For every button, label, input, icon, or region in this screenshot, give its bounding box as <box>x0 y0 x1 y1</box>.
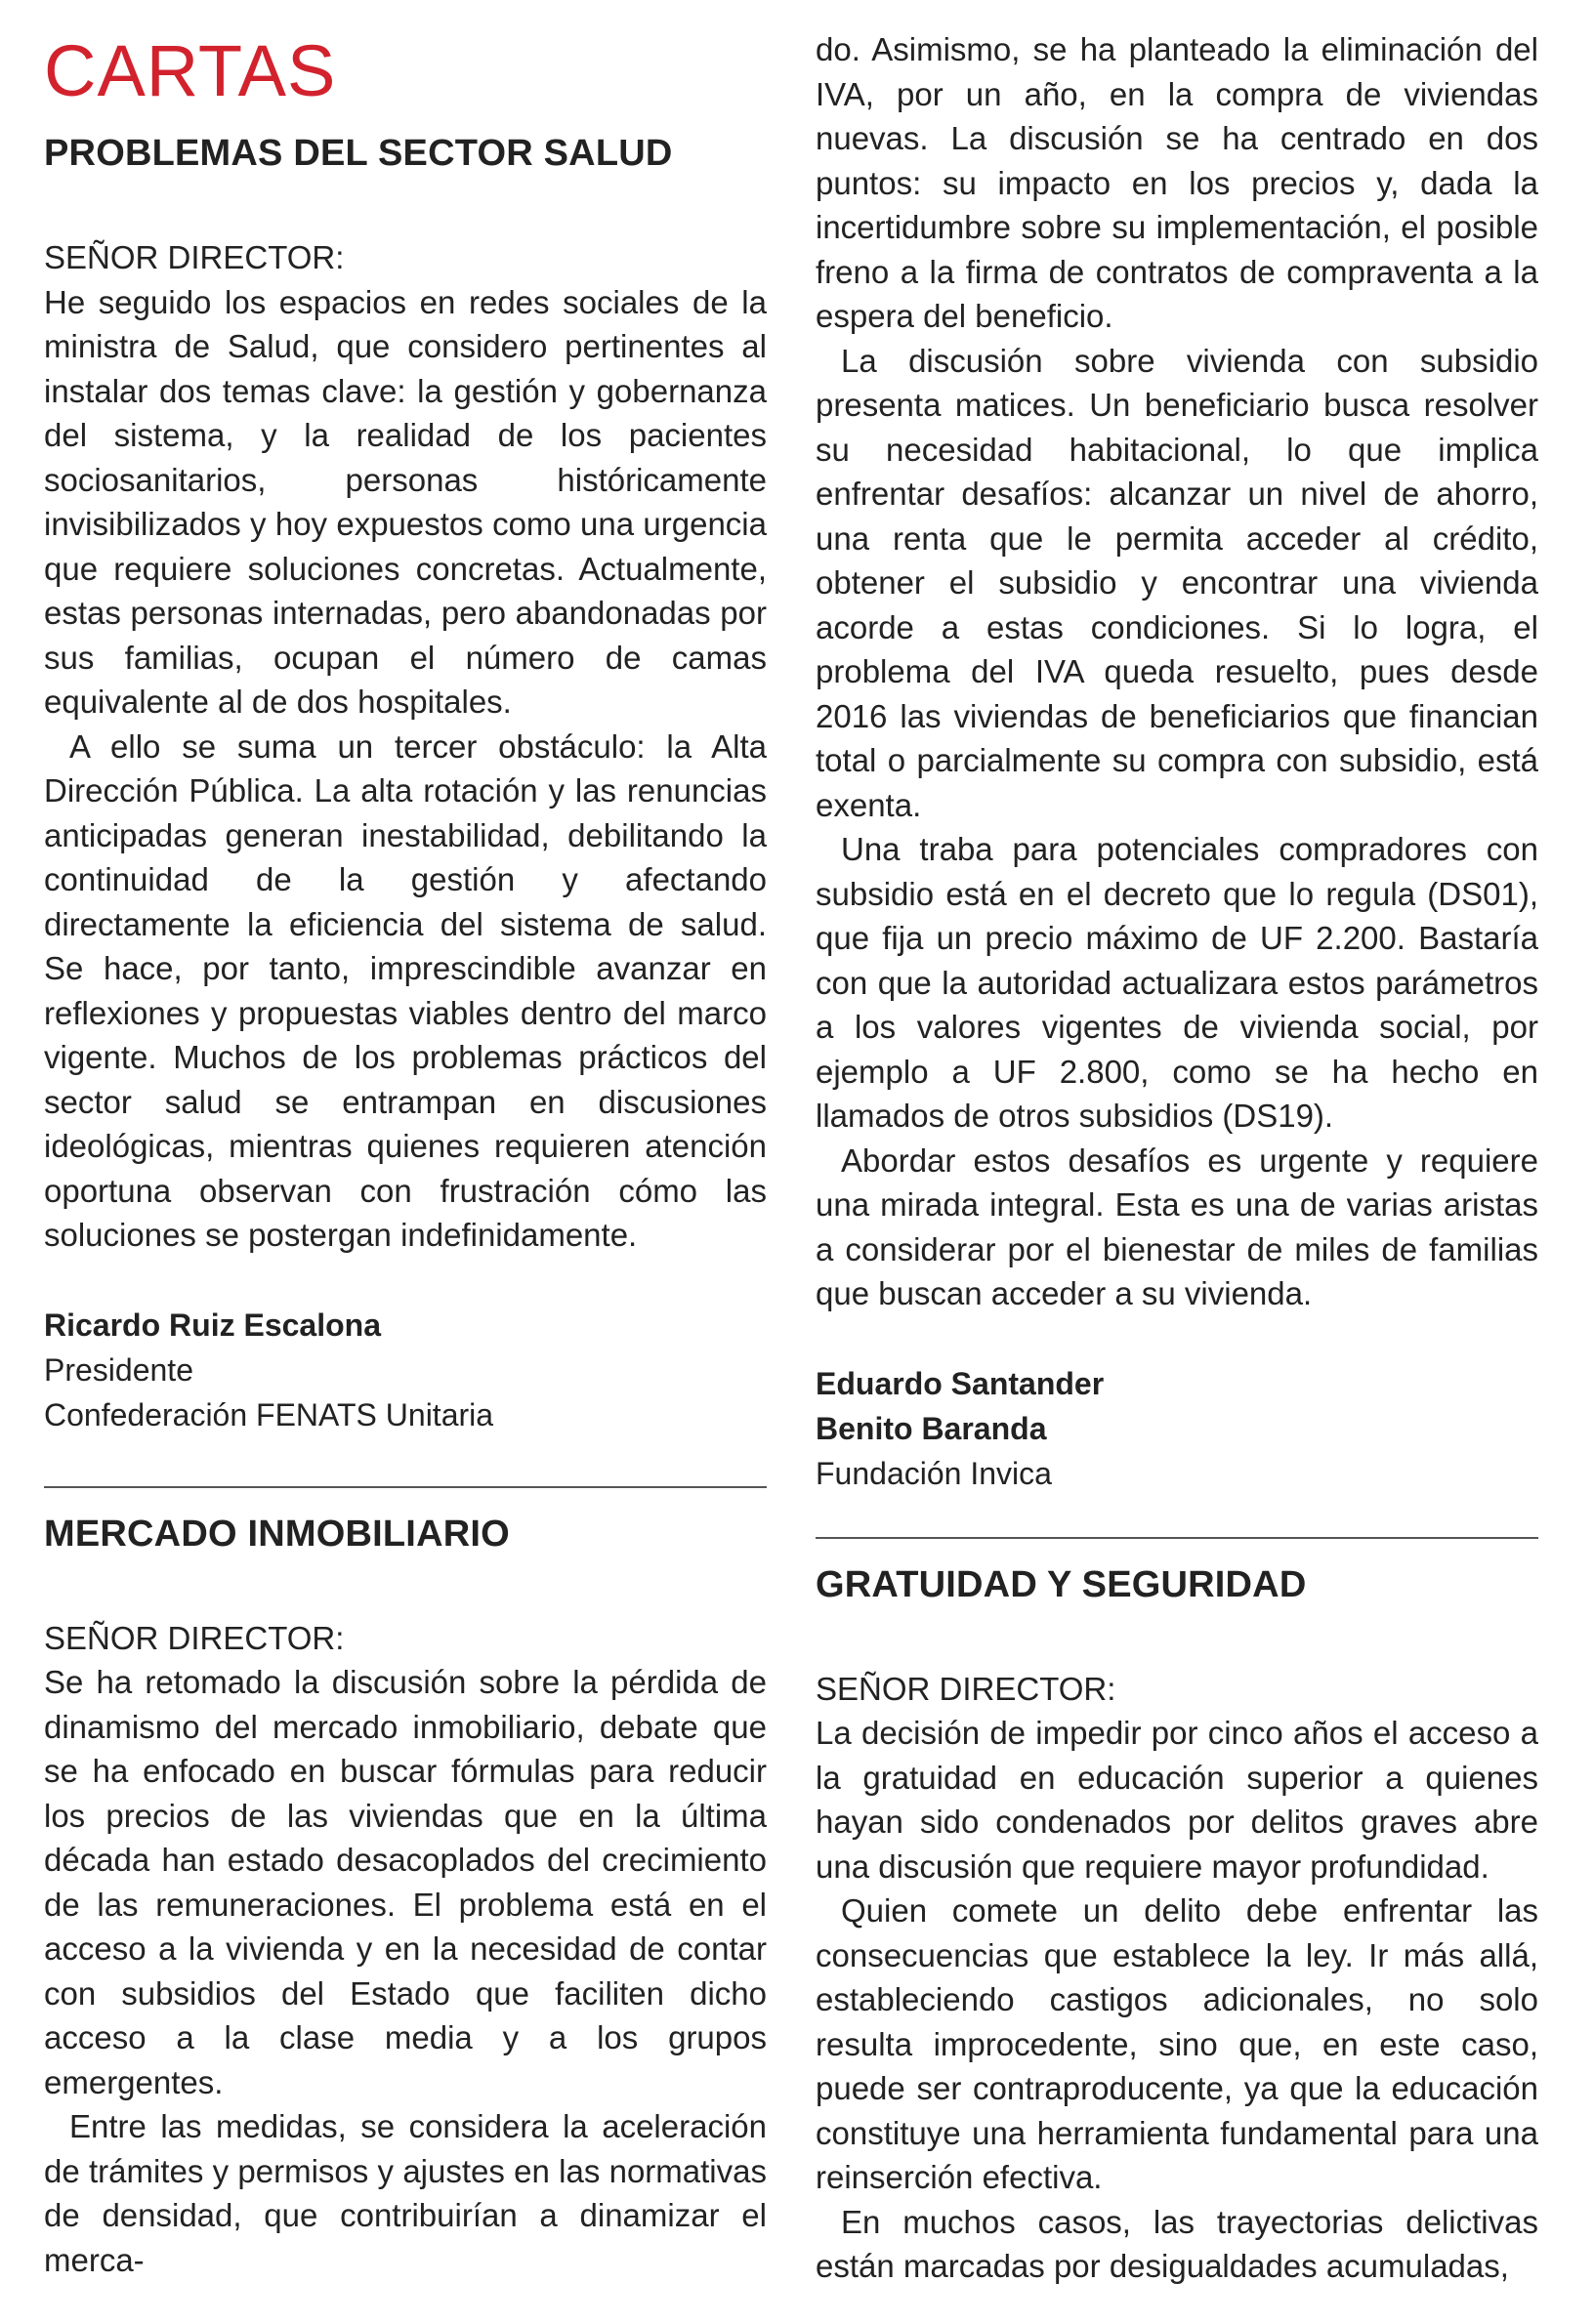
salutation: SEÑOR DIRECTOR: <box>816 1670 1116 1707</box>
paragraph: do. Asimismo, se ha planteado la eliminación del IVA, por un año, en la compra de viviendas nuevas. La discusión se ha centrado en dos puntos: su impacto en los precios y, dada la incertidumbre sobre su implementación, el posible freno a la firma de contratos de compraventa a la espera del beneficio. <box>816 31 1538 334</box>
section-title: CARTAS <box>44 30 337 111</box>
paragraph: Abordar estos desafíos es urgente y requiere una mirada integral. Esta es una de varias aristas a considerar por el bienestar de miles de familias que buscan acceder a su vivienda. <box>816 1141 1538 1311</box>
divider <box>44 1486 767 1488</box>
paragraph: Quien comete un delito debe enfrentar las consecuencias que establece la ley. Ir más allá, estableciendo castigos adicionales, no solo resulta improcedente, sino que, en este caso, puede ser contraproducente, ya que la educación constituye una herramienta fundamental para una reinserción efectiva. <box>816 1892 1538 2195</box>
paragraph: En muchos casos, las trayectorias delictivas están marcadas por desigualdades acumuladas, <box>816 2203 1538 2284</box>
signature <box>816 1361 1538 1496</box>
signature-name: Benito Baranda <box>816 1410 1047 1446</box>
salutation: SEÑOR DIRECTOR: <box>44 239 345 275</box>
letter-title: PROBLEMAS DEL SECTOR SALUD <box>44 133 673 174</box>
letter-gratuidad <box>816 1564 1538 2289</box>
letter-mercado-inmobiliario-continued <box>816 27 1538 1496</box>
right-column <box>816 27 1538 2289</box>
signature-name: Ricardo Ruiz Escalona <box>44 1307 381 1343</box>
signature-name: Eduardo Santander <box>816 1365 1105 1401</box>
signature-role: Presidente <box>44 1351 193 1388</box>
paragraph: He seguido los espacios en redes sociales de la ministra de Salud, que considero pertinentes al instalar dos temas clave: la gestión y gobernanza del sistema, y la realidad de los pacientes sociosanitarios, personas históricamente invisibilizados y hoy expuestos como una urgencia que requiere soluciones concretas. Actualmente, estas personas internadas, pero abandonadas por sus familias, ocupan el número de camas equivalente al de dos hospitales. <box>44 283 767 720</box>
letter-salud <box>44 133 767 1437</box>
paragraph: A ello se suma un tercer obstáculo: la Alta Dirección Pública. La alta rotación y las renuncias anticipadas generan inestabilidad, debilitando la continuidad de la gestión y afectando directamente la eficiencia del sistema de salud. Se hace, por tanto, imprescindible avanzar en reflexiones y propuestas viables dentro del marco vigente. Muchos de los problemas prácticos del sector salud se entrampan en discusiones ideológicas, mientras quienes requieren atención oportuna observan con frustración cómo las soluciones se postergan indefinidamente. <box>44 727 767 1253</box>
signature <box>44 1303 767 1437</box>
paragraph: La decisión de impedir por cinco años el acceso a la gratuidad en educación superior a quienes hayan sido condenados por delitos graves abre una discusión que requiere mayor profundidad. <box>816 1715 1538 1885</box>
left-column <box>44 27 767 2282</box>
paragraph: Entre las medidas, se considera la aceleración de trámites y permisos y ajustes en las normativas de densidad, que contribuirían a dinamizar el merca- <box>44 2108 767 2278</box>
signature-organization: Confederación FENATS Unitaria <box>44 1396 494 1432</box>
letter-title: GRATUIDAD Y SEGURIDAD <box>816 1563 1307 1605</box>
signature-organization: Fundación Invica <box>816 1455 1052 1491</box>
letter-title: MERCADO INMOBILIARIO <box>44 1513 510 1555</box>
letter-mercado-inmobiliario <box>44 1514 767 2283</box>
salutation: SEÑOR DIRECTOR: <box>44 1619 345 1656</box>
divider <box>816 1537 1538 1539</box>
paragraph: Una traba para potenciales compradores con subsidio está en el decreto que lo regula (DS01), que fija un precio máximo de UF 2.200. Bastaría con que la autoridad actualizara estos parámetros a los valores vigentes de vivienda social, por ejemplo a UF 2.800, como se ha hecho en llamados de otros subsidios (DS19). <box>816 831 1538 1134</box>
paragraph: Se ha retomado la discusión sobre la pérdida de dinamismo del mercado inmobiliario, debate que se ha enfocado en buscar fórmulas para reducir los precios de las viviendas que en la última década han estado desacoplados del crecimiento de las remuneraciones. El problema está en el acceso a la vivienda y en la necesidad de contar con subsidios del Estado que faciliten dicho acceso a la clase media y a los grupos emergentes. <box>44 1664 767 2100</box>
paragraph: La discusión sobre vivienda con subsidio presenta matices. Un beneficiario busca resolver su necesidad habitacional, lo que implica enfrentar desafíos: alcanzar un nivel de ahorro, una renta que le permita acceder al crédito, obtener el subsidio y encontrar una vivienda acorde a estas condiciones. Si lo logra, el problema del IVA queda resuelto, pues desde 2016 las viviendas de beneficiarios que financian total o parcialmente su compra con subsidio, está exenta. <box>816 342 1538 823</box>
